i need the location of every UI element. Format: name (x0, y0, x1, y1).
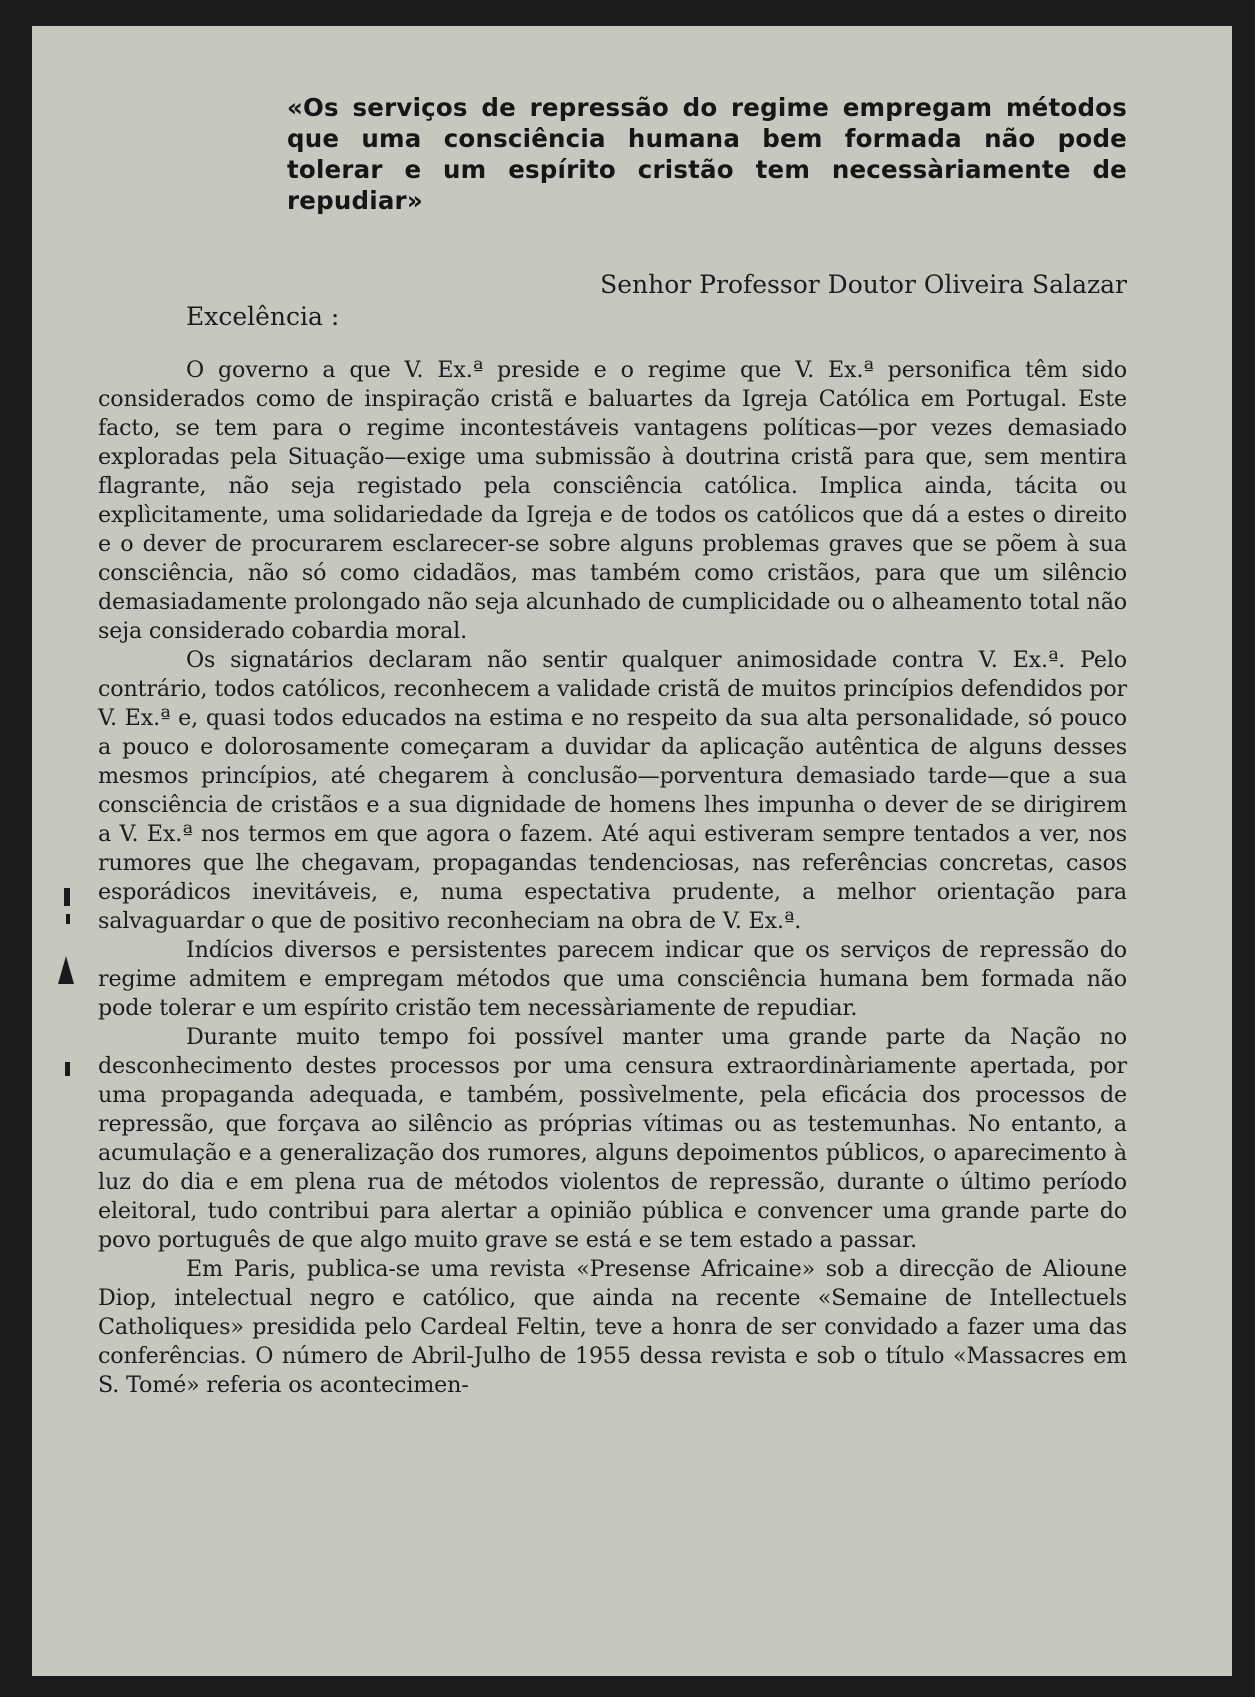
paragraph-2: Os signatários declaram não sentir qualquer animosidade contra V. Ex.ª. Pelo contrário, todos católicos, reconhecem a validade cristã de muitos princípios defendidos por V. Ex.ª e, quasi todos educados na estima e no respeito da sua alta personalidade, só pouco a pouco e dolorosamente começaram a duvidar da aplicação autêntica de alguns desses mesmos princípios, até chegarem à conclusão—porventura demasiado tarde—que a sua consciência de cristãos e a sua dignidade de homens lhes impunha o dever de se dirigirem a V. Ex.ª nos termos em que agora o fazem. Até aqui estiveram sempre tentados a ver, nos rumores que lhe chegavam, propagandas tendenciosas, nas referências concretas, casos esporádicos inevitáveis, e, numa espectativa prudente, a melhor orientação para salvaguardar o que de positivo reconheciam na obra de V. Ex.ª. (98, 647, 1127, 934)
paragraph-3: Indícios diversos e persistentes parecem indicar que os serviços de repressão do regime admitem e empregam métodos que uma consciência humana bem formada não pode tolerar e um espírito cristão tem necessàriamente de repudiar. (98, 937, 1127, 1021)
letter-body (98, 356, 1127, 1400)
salutation: Excelência : (186, 302, 340, 331)
document-page (32, 26, 1232, 1676)
margin-arrow-mark (58, 928, 74, 984)
letter-heading: «Os serviços de repressão do regime empregam métodos que uma consciência humana bem formada não pode tolerar e um espírito cristão tem necessàriamente de repudiar» (287, 93, 1127, 215)
margin-ink-mark (66, 914, 70, 924)
margin-ink-mark (65, 1062, 70, 1076)
margin-ink-mark (64, 888, 70, 906)
paragraph-4: Durante muito tempo foi possível manter uma grande parte da Nação no desconhecimento destes processos por uma censura extraordinàriamente apertada, por uma propaganda adequada, e também, possìvelmente, pela eficácia dos processos de repressão, que forçava ao silêncio as próprias vítimas ou as testemunhas. No entanto, a acumulação e a generalização dos rumores, alguns depoimentos públicos, o aparecimento à luz do dia e em plena rua de métodos violentos de repressão, durante o último período eleitoral, tudo contribui para alertar a opinião pública e convencer uma grande parte do povo português de que algo muito grave se está e se tem estado a passar. (98, 1024, 1127, 1253)
paragraph-1: O governo a que V. Ex.ª preside e o regime que V. Ex.ª personifica têm sido considerados como de inspiração cristã e baluartes da Igreja Católica em Portugal. Este facto, se tem para o regime incontestáveis vantagens políticas—por vezes demasiado exploradas pela Situação—exige uma submissão à doutrina cristã para que, sem mentira flagrante, não seja registado pela consciência católica. Implica ainda, tácita ou explìcitamente, uma solidariedade da Igreja e de todos os católicos que dá a estes o direito e o dever de procurarem esclarecer-se sobre alguns problemas graves que se põem à sua consciência, não só como cidadãos, mas também como cristãos, para que um silêncio demasiadamente prolongado não seja alcunhado de cumplicidade ou o alheamento total não seja considerado cobardia moral. (98, 357, 1127, 644)
addressee-line: Senhor Professor Doutor Oliveira Salazar (600, 270, 1127, 299)
paragraph-5: Em Paris, publica-se uma revista «Presense Africaine» sob a direcção de Alioune Diop, intelectual negro e católico, que ainda na recente «Semaine de Intellectuels Catholiques» presidida pelo Cardeal Feltin, teve a honra de ser convidado a fazer uma das conferências. O número de Abril-Julho de 1955 dessa revista e sob o título «Massacres em S. Tomé» referia os acontecimen- (98, 1256, 1127, 1398)
